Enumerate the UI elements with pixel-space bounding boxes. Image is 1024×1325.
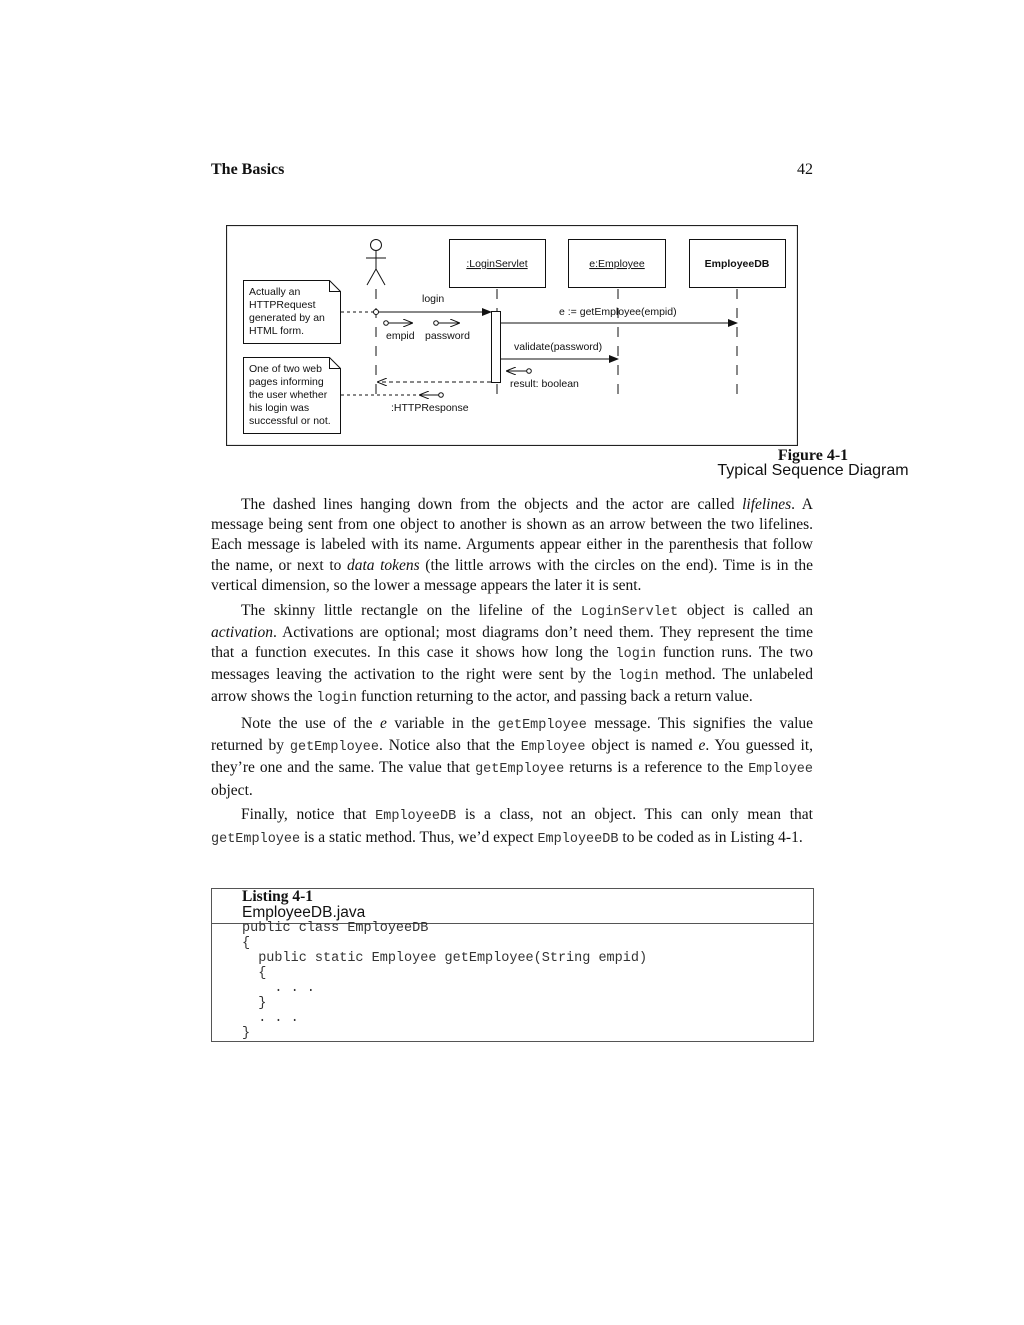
note-web-pages [244,358,341,434]
svg-text:result: boolean: result: boolean [510,378,579,390]
svg-text:HTTPRequest: HTTPRequest [249,299,316,311]
running-header [211,161,813,183]
figure-title: Typical Sequence Diagram [717,462,909,479]
svg-text::LoginServlet: :LoginServlet [466,258,528,270]
class-employeedb [690,240,786,288]
token-circle-login [374,310,379,315]
paragraph-activation: The skinny little rectangle on the lifeline of the LoginServlet object is called an activation. Activations are optional; most diagrams don’t need them. They represent the time that a function executes. In this case it shows how long the login function runs. The two messages leaving the activation to the right were sent by the login method. The unlabeled arrow shows the login function returning to the actor, and passing back a return value. [211,601,814,707]
svg-text:e:Employee: e:Employee [589,258,645,270]
section-title: The Basics [211,161,285,178]
svg-text::HTTPResponse: :HTTPResponse [391,402,469,414]
svg-text:Actually an: Actually an [249,286,301,298]
svg-text:EmployeeDB: EmployeeDB [704,258,770,270]
svg-text:pages informing: pages informing [249,376,324,388]
listing-filename: EmployeeDB.java [242,904,366,921]
svg-text:validate(password): validate(password) [514,341,603,353]
paragraph-variable: Note the use of the e variable in the getEmployee message. This signifies the value returned by getEmployee. Notice also that the Employee object is named e. You guessed it, they’re one and the same. The value that getEmployee returns is a reference to the Employee object. [211,715,814,799]
svg-text:empid: empid [386,330,415,342]
svg-text:One of two web: One of two web [249,363,322,375]
object-employee [569,240,666,288]
activation-bar [492,312,501,383]
paragraph-lifelines: The dashed lines hanging down from the objects and the actor are called lifelines. A message being sent from one object to another is shown as an arrow between the two lifelines. Each message is labeled with its name. Arguments appear either in the parenthesis that follow the name, or next to data tokens (the little arrows with the circles on the end). Time is in the vertical dimension, so the lower a message appears the later it is sent. [211,496,814,594]
listing-number: Listing 4-1 [242,888,314,905]
page-number: 42 [797,161,813,178]
paragraph-static: Finally, notice that EmployeeDB is a class, not an object. This can only mean that getEmployee is a static method. Thus, we’d expect EmployeeDB to be coded as in Listing 4-1. [211,806,813,847]
actor-stick-figure [366,240,386,286]
svg-text:generated by an: generated by an [249,312,325,324]
message-login [376,293,491,342]
listing-code: public class EmployeeDB { public static Employee getEmployee(String empid) { . . . } . . . } [242,921,648,1041]
svg-text:e := getEmployee(empid): e := getEmployee(empid) [559,306,677,318]
figure-number: Figure 4-1 [777,447,849,464]
svg-text:the user whether: the user whether [249,389,328,401]
svg-text:HTML form.: HTML form. [249,325,305,337]
listing-caption [242,889,365,921]
code-listing [211,888,814,1042]
body-text [211,495,813,854]
message-validate [501,341,618,390]
sequence-diagram-canvas [226,225,798,446]
svg-text:password: password [425,330,470,342]
note-http-request [244,281,341,344]
svg-text:his login was: his login was [249,402,310,414]
svg-text:login: login [422,293,445,305]
sequence-diagram [226,225,798,446]
svg-text:successful or not.: successful or not. [249,415,331,427]
message-get-employee [501,306,737,323]
object-loginservlet [450,240,546,288]
message-return [378,382,491,414]
